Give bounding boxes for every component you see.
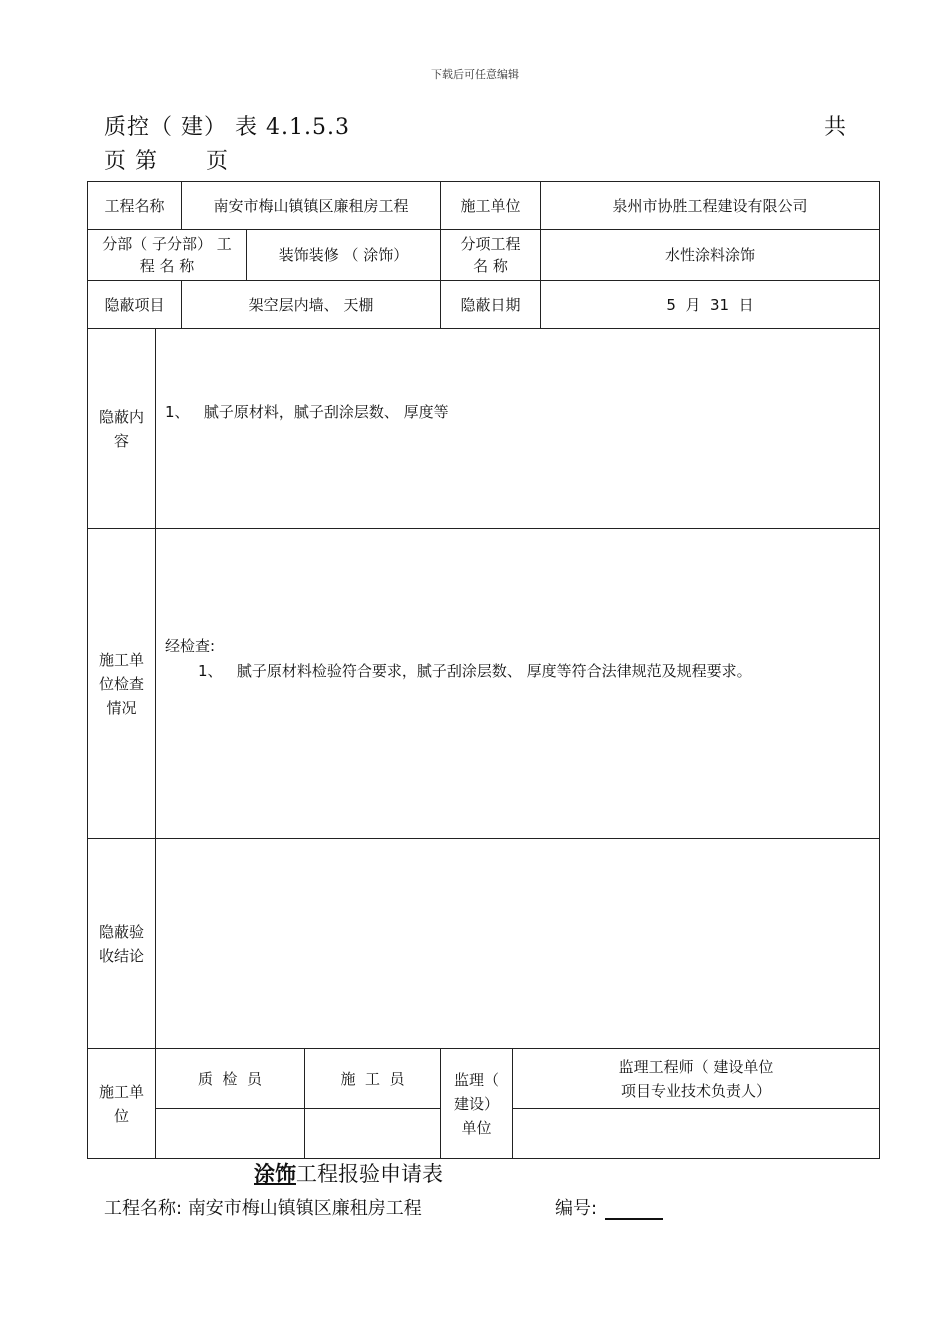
division-label-line2: 程 名 称 (139, 257, 195, 275)
hidden-date-value: 5 月 31 日 (540, 280, 880, 329)
item-label-line2: 名 称 (473, 257, 508, 275)
supervisor-label (440, 1048, 513, 1159)
inspection-label-line2: 位检查 (98, 674, 144, 693)
sign-contractor-label (87, 1048, 156, 1159)
supervising-engineer-line1: 监理工程师（ 建设单位 (618, 1057, 774, 1076)
next-form-title-underlined: 涂饰 (254, 1162, 296, 1186)
supervising-engineer-label (512, 1048, 880, 1109)
project-name-value: 南安市梅山镇镇区廉租房工程 (181, 181, 441, 230)
quality-inspector-label: 质 检 员 (155, 1048, 305, 1109)
constructor-signature[interactable] (304, 1108, 441, 1159)
project-name-label: 工程名称 (87, 181, 182, 230)
item-value: 水性涂料涂饰 (540, 229, 880, 281)
hidden-content-area (155, 328, 880, 529)
download-watermark: 下载后可任意编辑 (431, 68, 519, 81)
next-form-project-name-value: 南安市梅山镇镇区廉租房工程 (187, 1198, 422, 1219)
constructor-label: 施 工 员 (304, 1048, 441, 1109)
page-numbering (104, 144, 228, 175)
next-form-number-field[interactable] (605, 1200, 663, 1220)
supervising-engineer-signature[interactable] (512, 1108, 880, 1159)
inspection-line1: 经检查: (165, 637, 216, 655)
supervisor-label-line1: 监理（ (453, 1070, 499, 1089)
hidden-content-label (87, 328, 156, 529)
next-form-number (555, 1194, 663, 1220)
hidden-content-label-line2: 容 (113, 431, 129, 450)
quality-inspector-signature[interactable] (155, 1108, 305, 1159)
division-label (87, 229, 247, 281)
page-total-prefix: 共 (824, 115, 847, 140)
next-form-title-rest: 工程报验申请表 (296, 1162, 443, 1186)
supervising-engineer-line2: 项目专业技术负责人） (620, 1081, 771, 1100)
item-label-line1: 分项工程 (460, 235, 521, 253)
inspection-label-line1: 施工单 (98, 650, 144, 669)
conclusion-area (155, 838, 880, 1049)
hidden-content-label-line1: 隐蔽内 (98, 407, 144, 426)
division-label-line1: 分部（ 子分部） 工 (102, 235, 232, 253)
conclusion-label (87, 838, 156, 1049)
next-form-title (254, 1158, 443, 1188)
contractor-label: 施工单位 (440, 181, 541, 230)
conclusion-label-line1: 隐蔽验 (98, 922, 144, 941)
inspection-line2: 1、 腻子原材料检验符合要求，腻子刮涂层数、 厚度等符合法律规范及规程要求。 (198, 662, 752, 680)
hidden-item-label: 隐蔽项目 (87, 280, 182, 329)
supervisor-label-line2: 建设） (453, 1094, 499, 1113)
inspection-label-line3: 情况 (106, 698, 137, 717)
hidden-date-label: 隐蔽日期 (440, 280, 541, 329)
page-label-ye: 页 (104, 149, 127, 174)
division-value: 装饰装修 （ 涂饰） (246, 229, 441, 281)
supervisor-label-line3: 单位 (461, 1118, 492, 1137)
page-label-ye2: 页 (206, 149, 229, 174)
hidden-content-text: 1、 腻子原材料，腻子刮涂层数、 厚度等 (165, 403, 449, 421)
page-label-di: 第 (135, 149, 158, 174)
item-label (440, 229, 541, 281)
sign-contractor-label-line1: 施工单 (98, 1082, 144, 1101)
form-code: 质控（ 建） 表 4.1.5.3 (104, 115, 350, 140)
next-form-project-name (104, 1194, 422, 1220)
hidden-item-value: 架空层内墙、 天棚 (181, 280, 441, 329)
inspection-label (87, 528, 156, 839)
conclusion-label-line2: 收结论 (98, 946, 144, 965)
sign-contractor-label-line2: 位 (113, 1106, 129, 1125)
contractor-value: 泉州市协胜工程建设有限公司 (540, 181, 880, 230)
next-form-project-name-label: 工程名称: (104, 1198, 183, 1219)
next-form-number-label: 编号: (555, 1198, 598, 1219)
